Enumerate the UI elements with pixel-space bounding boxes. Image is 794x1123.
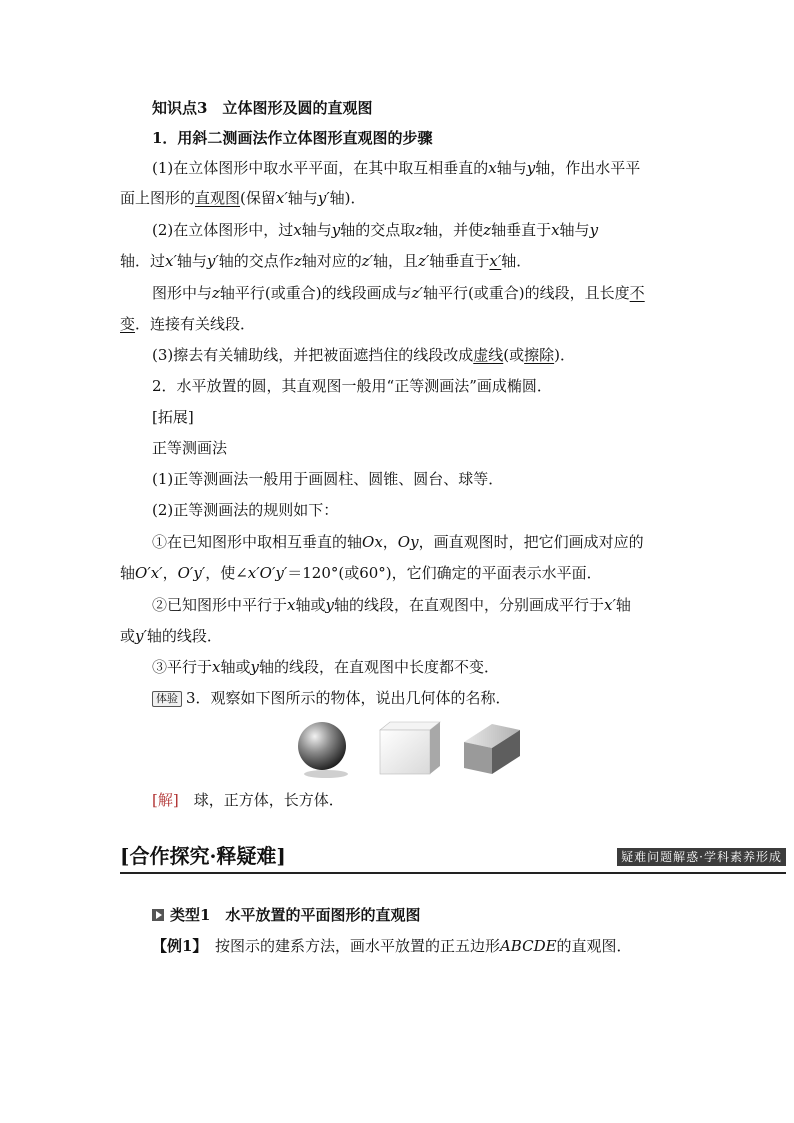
para-1a: (1)在立体图形中取水平平面，在其中取互相垂直的x轴与y轴，作出水平平 — [152, 159, 641, 177]
sphere-shadow — [304, 770, 348, 778]
cube-figure — [380, 730, 430, 774]
experience-question: 体验 3．观察如下图所示的物体，说出几何体的名称． — [152, 687, 511, 709]
section-subtitle: 疑难问题解惑·学科素养形成 — [617, 848, 786, 866]
section-divider — [120, 872, 786, 874]
cube-side — [430, 722, 440, 774]
cube-top — [380, 722, 440, 730]
solid-figures — [296, 718, 526, 780]
type-heading: 类型1 水平放置的平面图形的直观图 — [152, 904, 420, 926]
ext-1: (1)正等测画法一般用于画圆柱、圆锥、圆台、球等． — [152, 470, 504, 488]
extension-tag: [拓展] — [152, 408, 194, 426]
step-title: 1．用斜二测画法作立体图形直观图的步骤 — [152, 129, 433, 147]
para-1b: 面上图形的直观图(保留x′轴与y′轴)． — [120, 189, 366, 207]
ext-4a: ②已知图形中平行于x轴或y轴的线段，在直观图中，分别画成平行于x′轴 — [152, 596, 631, 614]
solids-svg — [296, 718, 526, 780]
section-title: [合作探究·释疑难] — [120, 844, 286, 868]
para-5: 2．水平放置的圆，其直观图一般用“正等测画法”画成椭圆． — [152, 377, 552, 395]
ext-3b: 轴O′x′，O′y′，使∠x′O′y′＝120°(或60°)，它们确定的平面表示水平面． — [120, 564, 602, 582]
ext-5: ③平行于x轴或y轴的线段，在直观图中长度都不变． — [152, 658, 499, 676]
example-tag: 【例1】 — [152, 937, 200, 955]
ext-3a: ①在已知图形中取相互垂直的轴Ox，Oy，画直观图时，把它们画成对应的 — [152, 533, 644, 551]
extension-title: 正等测画法 — [152, 439, 228, 457]
kp-heading: 知识点3 立体图形及圆的直观图 — [152, 99, 373, 117]
answer: [解] 球，正方体，长方体． — [152, 791, 344, 809]
sphere-figure — [298, 722, 346, 770]
para-4: (3)擦去有关辅助线，并把被面遮挡住的线段改成虚线(或擦除)． — [152, 346, 575, 364]
experience-badge: 体验 — [152, 691, 182, 707]
answer-tag: [解] — [152, 791, 179, 809]
example-1: 【例1】 按图示的建系方法，画水平放置的正五边形ABCDE的直观图． — [152, 937, 632, 955]
para-3b: 变．连接有关线段． — [120, 315, 256, 333]
para-2a: (2)在立体图形中，过x轴与y轴的交点取z轴，并使z轴垂直于x轴与y — [152, 221, 599, 239]
ext-2: (2)正等测画法的规则如下： — [152, 501, 339, 519]
ext-4b: 或y′轴的线段． — [120, 627, 222, 645]
play-triangle-icon — [152, 909, 164, 921]
section-header — [120, 842, 786, 870]
underlined-answer: 直观图 — [195, 189, 241, 207]
para-2b: 轴．过x′轴与y′轴的交点作z轴对应的z′轴，且z′轴垂直于x′轴． — [120, 252, 532, 270]
para-3a: 图形中与z轴平行(或重合)的线段画成与z′轴平行(或重合)的线段，且长度不 — [152, 284, 645, 302]
